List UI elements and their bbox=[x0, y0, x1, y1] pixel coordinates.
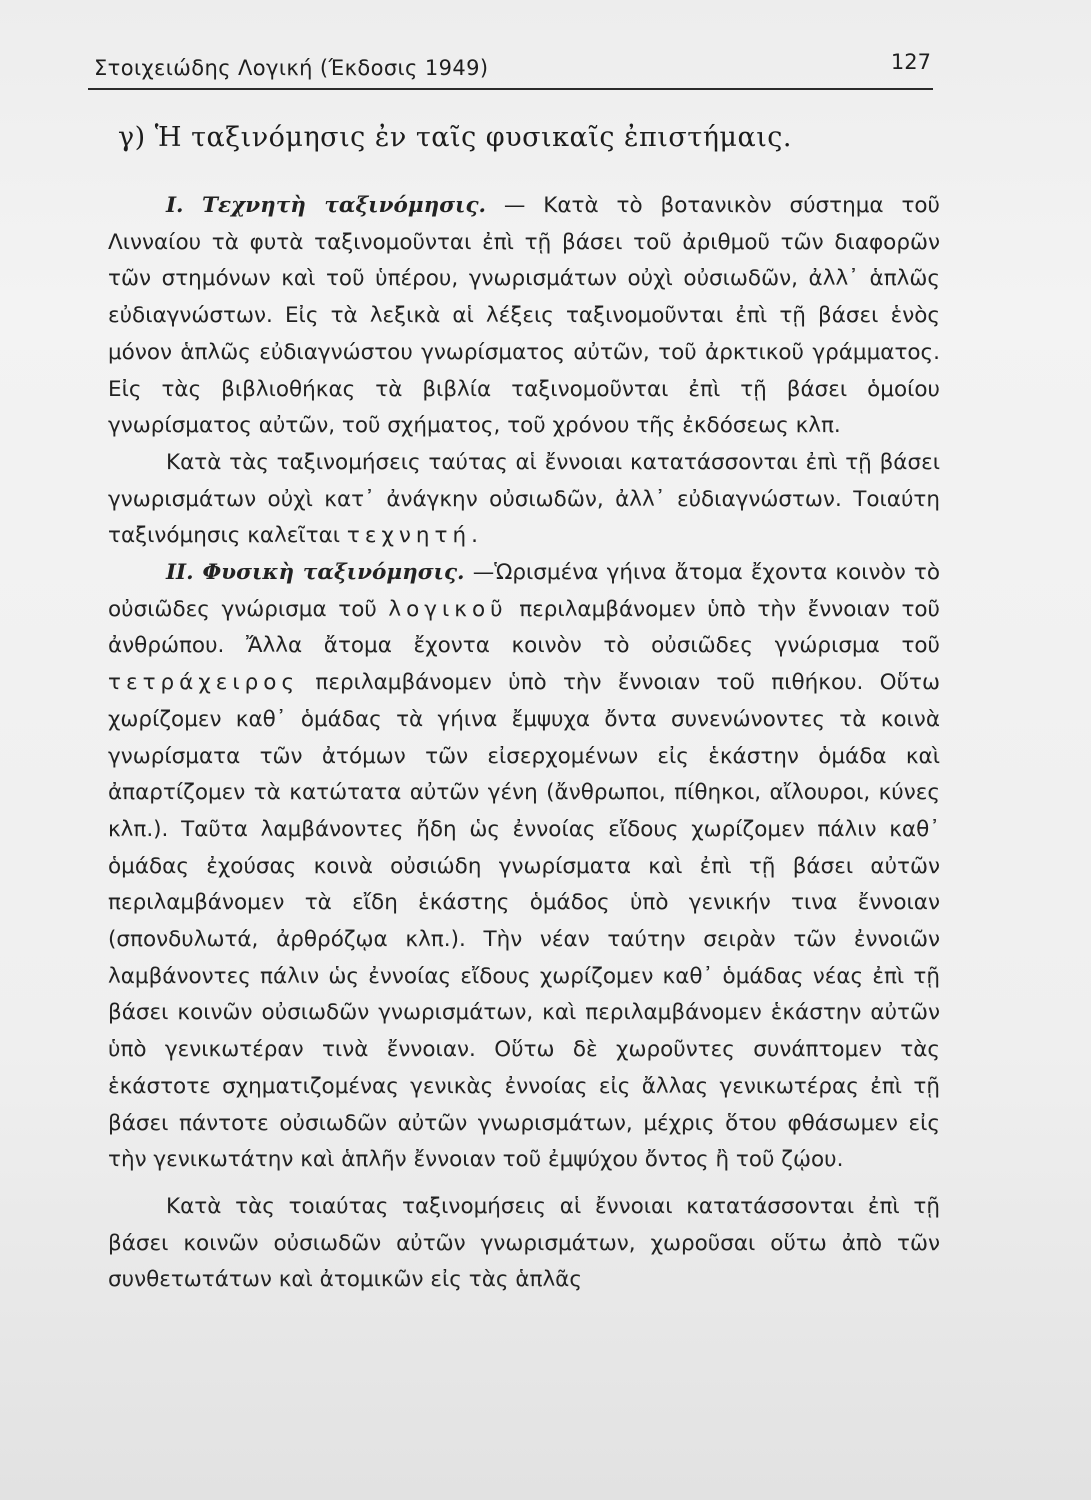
paragraph-natural-classification bbox=[108, 555, 940, 1179]
emphasis-word: τεχνητή. bbox=[346, 523, 483, 549]
paragraph-text: περιλαμβάνομεν ὑπὸ τὴν ἔννοιαν τοῦ ἀνθρώπου. Ἄλλα ἄτομα ἔχοντα κοινὸν τὸ οὐσιῶδες γνώρισμα τοῦ bbox=[108, 596, 940, 659]
term-natural-classification: ΙΙ. Φυσικὴ ταξινόμησις. bbox=[166, 560, 465, 586]
paragraph-text: — Κατὰ τὸ βοτανικὸν σύστημα τοῦ Λινναίου τὰ φυτὰ ταξινομοῦνται ἐπὶ τῇ βάσει τοῦ ἀριθμοῦ τῶν διαφορῶν τῶν στημόνων καὶ τοῦ ὑπέρου, γνωρισμάτων οὐχὶ οὐσιωδῶν, ἀλλ᾽ ἁπλῶς εὐδιαγνώστων. Εἰς τὰ λεξικὰ αἱ λέξεις ταξινομοῦνται ἐπὶ τῇ βάσει ἑνὸς μόνον ἁπλῶς εὐδιαγνώστου γνωρίσματος αὐτῶν, τοῦ ἀρκτικοῦ γράμματος. Εἰς τὰς βιβλιοθήκας τὰ βιβλία ταξινομοῦνται ἐπὶ τῇ βάσει ὁμοίου γνωρίσματος αὐτῶν, τοῦ σχήματος, τοῦ χρόνου τῆς ἐκδόσεως κλπ. bbox=[108, 193, 940, 439]
emphasis-word: λογικοῦ bbox=[388, 596, 508, 622]
running-header bbox=[88, 48, 933, 90]
page-number: 127 bbox=[890, 50, 931, 74]
body-text bbox=[108, 188, 940, 1299]
paragraph-text: περιλαμβάνομεν ὑπὸ τὴν ἔννοιαν τοῦ πιθήκου. Οὕτω χωρίζομεν καθ᾽ ὁμάδας τὰ γήινα ἔμψυχα ὄντα συνενώνοντες τὰ κοινὰ γνωρίσματα τῶν ἀτόμων τῶν εἰσερχομένων εἰς ἑκάστην ὁμάδα καὶ ἀπαρτίζομεν τὰ κατώτατα αὐτῶν γένη (ἄνθρωποι, πίθηκοι, αἴλουροι, κύνες κλπ.). Ταῦτα λαμβάνοντες ἤδη ὡς ἐννοίας εἴδους χωρίζομεν πάλιν καθ᾽ ὁμάδας ἐχούσας κοινὰ οὐσιώδη γνωρίσματα καὶ ἐπὶ τῇ βάσει αὐτῶν περιλαμβάνομεν τὰ εἴδη ἑκάστης ὁμάδος ὑπὸ γενικήν τινα ἔννοιαν (σπονδυλωτά, ἀρθρόζῳα κλπ.). Τὴν νέαν ταύτην σειρὰν τῶν ἐννοιῶν λαμβάνοντες πάλιν ὡς ἐννοίας εἴδους χωρίζομεν καθ᾽ ὁμάδας νέας ἐπὶ τῇ βάσει κοινῶν οὐσιωδῶν γνωρισμάτων, καὶ περιλαμβάνομεν ἑκάστην αὐτῶν ὑπὸ γενικωτέραν τινὰ ἔννοιαν. Οὕτω δὲ χωροῦντες συνάπτομεν τὰς ἑκάστοτε σχηματιζομένας γενικὰς ἐννοίας εἰς ἄλλας γενικωτέρας ἐπὶ τῇ βάσει πάντοτε οὐσιωδῶν αὐτῶν γνωρισμάτων, μέχρις ὅτου φθάσωμεν εἰς τὴν γενικωτάτην καὶ ἁπλῆν ἔννοιαν τοῦ ἐμψύχου ὄντος ἢ τοῦ ζῴου. bbox=[108, 670, 940, 1173]
paragraph-artificial-classification bbox=[108, 188, 940, 445]
running-title: Στοιχειώδης Λογική (Έκδοσις 1949) bbox=[94, 56, 489, 80]
term-artificial-classification: Ι. Τεχνητὴ ταξινόμησις. bbox=[166, 193, 487, 218]
paragraph-text: Κατὰ τὰς ταξινομήσεις ταύτας αἱ ἔννοιαι κατατάσσονται ἐπὶ τῇ βάσει γνωρισμάτων οὐχὶ κατ᾽ ἀνάγκην οὐσιωδῶν, ἀλλ᾽ εὐδιαγνώστων. Τοιαύτη ταξινόμησις καλεῖται bbox=[108, 449, 940, 549]
section-title: γ) Ἡ ταξινόμησις ἐν ταῖς φυσικαῖς ἐπιστήμαις. bbox=[118, 122, 792, 153]
paragraph-text: —Ὡρισμένα γήινα ἄτομα ἔχοντα κοινὸν τὸ οὐσιῶδες γνώρισμα τοῦ bbox=[108, 560, 940, 622]
emphasis-word: τετράχειρος bbox=[108, 670, 300, 696]
paragraph-natural-summary bbox=[108, 1189, 940, 1299]
paragraph-text: Κατὰ τὰς τοιαύτας ταξινομήσεις αἱ ἔννοιαι κατατάσσονται ἐπὶ τῇ βάσει κοινῶν οὐσιωδῶν αὐτῶν γνωρισμάτων, χωροῦσαι οὕτω ἀπὸ τῶν συνθετωτάτων καὶ ἀτομικῶν εἰς τὰς ἁπλᾶς bbox=[108, 1193, 940, 1293]
paragraph-artificial-summary bbox=[108, 445, 940, 555]
